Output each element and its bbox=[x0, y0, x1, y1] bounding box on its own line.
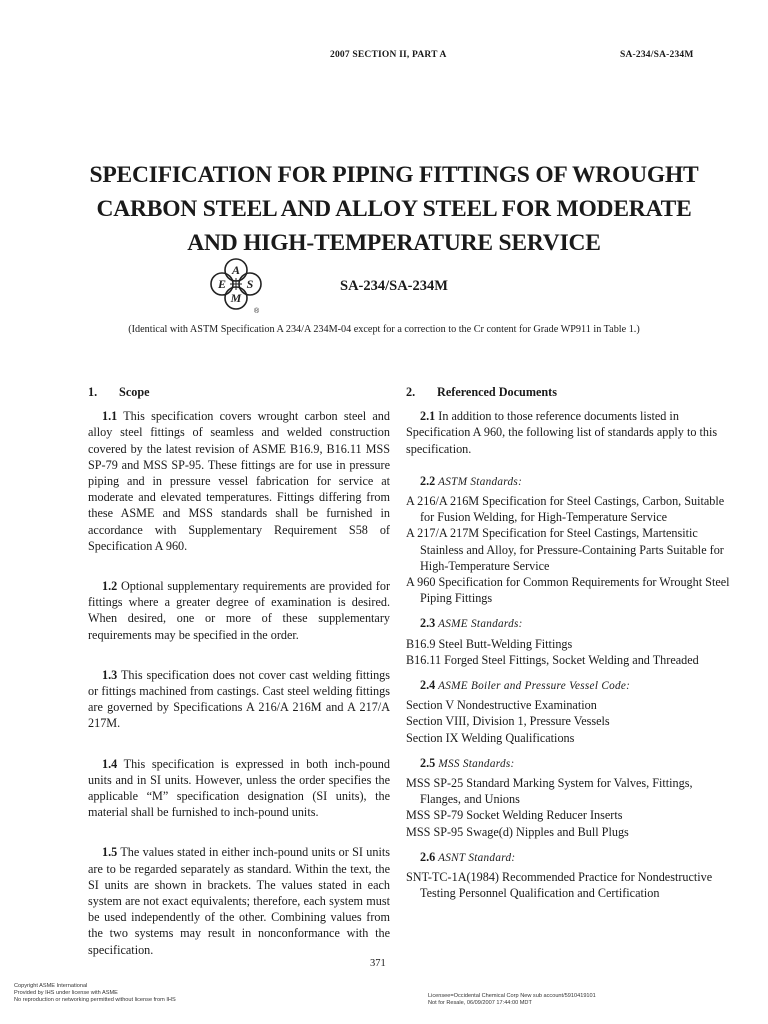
logo-letter: A bbox=[231, 263, 241, 277]
reference-group bbox=[406, 849, 730, 902]
reference-item: Section VIII, Division 1, Pressure Vessels bbox=[406, 714, 610, 729]
section-number: 2. bbox=[406, 385, 416, 399]
paragraph-1-2 bbox=[88, 578, 390, 643]
footer-line: Licensee=Occidental Chemical Corp New sub account/5910419101 bbox=[428, 993, 596, 999]
reference-group-title: MSS Standards: bbox=[438, 757, 515, 770]
specification-designation: SA-234/SA-234M bbox=[340, 278, 448, 294]
paragraph-number: 1.3 bbox=[102, 667, 118, 682]
footer-line: Not for Resale, 06/09/2007 17:44:00 MDT bbox=[428, 999, 532, 1006]
reference-group bbox=[406, 473, 730, 607]
section-number: 1. bbox=[88, 385, 98, 399]
reference-group-title: ASTM Standards: bbox=[438, 475, 523, 488]
paragraph-number: 1.1 bbox=[102, 409, 118, 424]
reference-item: SNT-TC-1A(1984) Recommended Practice for Nondestructive Testing Personnel Qualification and Certification bbox=[406, 870, 713, 901]
logo-letter: M bbox=[230, 291, 242, 305]
reference-group-heading bbox=[420, 615, 730, 632]
reference-item: A 960 Specification for Common Requirements for Wrought Steel Piping Fittings bbox=[406, 575, 730, 606]
paragraph-number: 1.2 bbox=[102, 579, 118, 594]
paragraph-number: 2.5 bbox=[420, 755, 436, 770]
section-heading-scope bbox=[88, 384, 390, 400]
reference-item: B16.9 Steel Butt-Welding Fittings bbox=[406, 636, 573, 651]
paragraph-text: This specification covers wrought carbon steel and alloy steel fittings of seamless and welded construction covered by the latest revision of ASME B16.9, B16.11 MSS SP-79 and MSS SP-95. These fittings are for use in pressure piping and in pressure vessel fabrication for service at moderate and elevated temperatures. Fittings differing from these ASME and MSS standards shall be furnished in accordance with Supplementary Requirement S58 of Specification A 960. bbox=[88, 409, 390, 553]
paragraph-1-4 bbox=[88, 756, 390, 821]
reference-group-heading bbox=[420, 849, 730, 866]
reference-group-heading bbox=[420, 755, 730, 772]
paragraph-text: This specification does not cover cast welding fittings or fittings machined from castings. Cast steel welding fittings are governed by Specifications A 216/A 216M and A 217/A 217M. bbox=[88, 667, 391, 731]
reference-group-title: ASME Boiler and Pressure Vessel Code: bbox=[438, 680, 631, 693]
reference-item: Section IX Welding Qualifications bbox=[406, 730, 575, 745]
reference-group bbox=[406, 677, 730, 746]
logo-letter: E bbox=[217, 277, 227, 291]
paragraph-1-3 bbox=[88, 667, 390, 732]
section-title: Referenced Documents bbox=[437, 385, 557, 399]
paragraph-number: 2.4 bbox=[420, 678, 436, 693]
paragraph-number: 2.1 bbox=[420, 409, 436, 424]
reference-item: MSS SP-25 Standard Marking System for Valves, Fittings, Flanges, and Unions bbox=[406, 776, 693, 807]
reference-groups bbox=[406, 473, 730, 902]
reference-item: MSS SP-79 Socket Welding Reducer Inserts bbox=[406, 808, 623, 823]
reference-group-heading bbox=[420, 473, 730, 490]
section-title: Scope bbox=[119, 385, 150, 399]
identical-note: (Identical with ASTM Specification A 234/A 234M-04 except for a correction to the Cr content for Grade WP911 in Table 1.) bbox=[128, 324, 640, 335]
footer-line: Provided by IHS under license with ASME bbox=[14, 989, 118, 996]
title-line: SPECIFICATION FOR PIPING FITTINGS OF WROUGHT bbox=[89, 162, 699, 188]
paragraph-number: 1.5 bbox=[102, 845, 118, 860]
registered-mark: ® bbox=[254, 308, 260, 315]
reference-group bbox=[406, 755, 730, 840]
paragraph-number: 2.3 bbox=[420, 616, 436, 631]
left-column bbox=[88, 384, 390, 982]
paragraph-2-1 bbox=[406, 408, 730, 457]
footer-line: Copyright ASME International bbox=[14, 983, 88, 989]
asme-logo-icon bbox=[208, 256, 264, 316]
logo-letter: S bbox=[246, 277, 254, 291]
reference-item: B16.11 Forged Steel Fittings, Socket Welding and Threaded bbox=[406, 652, 699, 667]
reference-group-title: ASNT Standard: bbox=[438, 851, 516, 864]
paragraph-text: This specification is expressed in both inch-pound units and in SI units. However, unless the order specifies the applicable “M” specification designation (SI units), the material shall be furnished to inch-pound units. bbox=[88, 756, 390, 820]
paragraph-1-5 bbox=[88, 844, 390, 957]
reference-item: MSS SP-95 Swage(d) Nipples and Bull Plugs bbox=[406, 824, 629, 839]
title-line: AND HIGH-TEMPERATURE SERVICE bbox=[187, 230, 601, 256]
title-line: CARBON STEEL AND ALLOY STEEL FOR MODERATE bbox=[96, 196, 692, 222]
paragraph-text: Optional supplementary requirements are provided for fittings where a greater degree of examination is desired. When desired, one or more of these supplementary requirements may be specified in the order. bbox=[88, 579, 391, 642]
page-number: 371 bbox=[370, 958, 386, 969]
running-header-designation: SA-234/SA-234M bbox=[620, 50, 694, 60]
reference-item: A 216/A 216M Specification for Steel Castings, Carbon, Suitable for Fusion Welding, for High-Temperature Service bbox=[406, 494, 725, 525]
paragraph-text: The values stated in either inch-pound units or SI units are to be regarded separately as standard. Within the text, the SI units are shown in brackets. The values stated in each system are not exact equivalents; therefore, each system must be used independently of the other. Combining values from the two systems may result in nonconformance with the specification. bbox=[88, 845, 391, 957]
reference-item: A 217/A 217M Specification for Steel Castings, Martensitic Stainless and Alloy, for Pressure-Containing Parts Suitable for High-Temperature Service bbox=[406, 526, 724, 573]
running-header-section: 2007 SECTION II, PART A bbox=[330, 50, 447, 60]
paragraph-number: 1.4 bbox=[102, 756, 118, 771]
footer-line: No reproduction or networking permitted without license from IHS bbox=[14, 996, 176, 1003]
footer-license bbox=[428, 993, 596, 1007]
reference-group-heading bbox=[420, 677, 730, 694]
section-heading-referenced-documents bbox=[406, 384, 730, 400]
document-title bbox=[60, 158, 728, 260]
paragraph-text: In addition to those reference documents listed in Specification A 960, the following list of standards apply to this specification. bbox=[406, 409, 718, 456]
right-column bbox=[406, 384, 730, 910]
reference-group bbox=[406, 615, 730, 668]
paragraph-number: 2.2 bbox=[420, 473, 436, 488]
footer-copyright bbox=[14, 983, 176, 1003]
paragraph-1-1 bbox=[88, 408, 390, 554]
reference-group-title: ASME Standards: bbox=[438, 618, 523, 631]
reference-item: Section V Nondestructive Examination bbox=[406, 698, 597, 713]
paragraph-number: 2.6 bbox=[420, 849, 436, 864]
